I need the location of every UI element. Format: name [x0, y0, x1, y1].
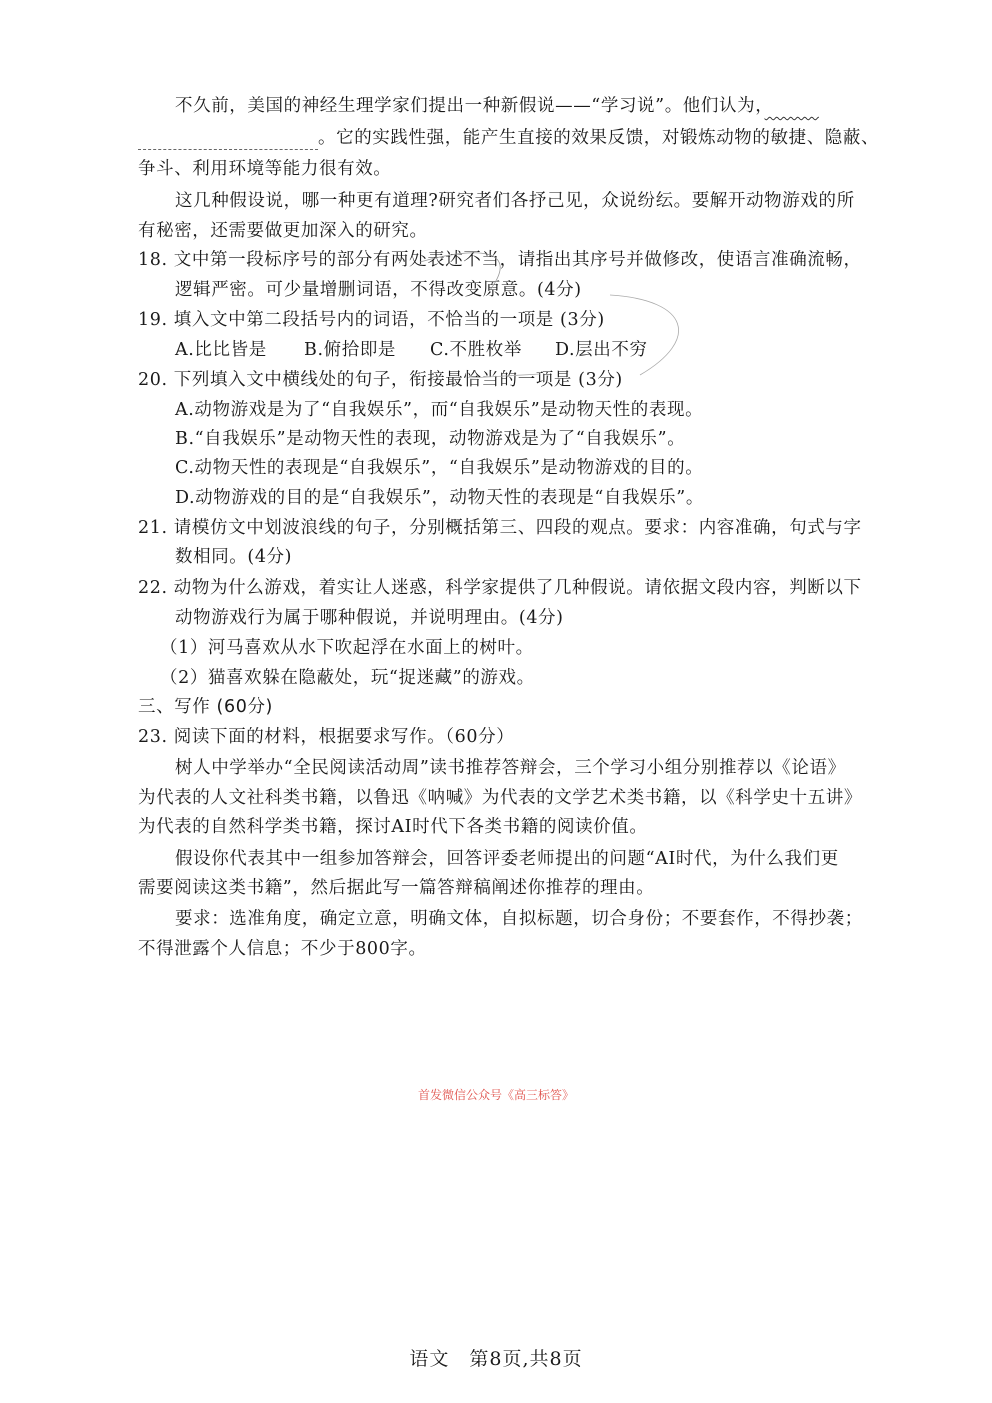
section-title: 三、写作 (60分) — [138, 697, 273, 717]
material-line: 假设你代表其中一组参加答辩会，回答评委老师提出的问题“AI时代，为什么我们更 — [175, 849, 839, 869]
question-21: 21. 请模仿文中划波浪线的句子，分别概括第三、四段的观点。要求：内容准确，句式与字 — [138, 518, 862, 538]
q22-item: （1）河马喜欢从水下吹起浮在水面上的树叶。 — [160, 638, 534, 658]
question-23: 23. 阅读下面的材料，根据要求写作。（60分） — [138, 727, 515, 747]
q22-item: （2）猫喜欢躲在隐蔽处，玩“捉迷藏”的游戏。 — [160, 668, 535, 688]
requirements-line: 不得泄露个人信息；不少于800字。 — [138, 939, 427, 959]
q20-option: D.动物游戏的目的是“自我娱乐”，动物天性的表现是“自我娱乐”。 — [175, 488, 704, 508]
q19-option: C.不胜枚举 — [430, 340, 522, 360]
question-18: 18. 文中第一段标序号的部分有两处表述不当，请指出其序号并做修改，使语言准确流畅， — [138, 250, 862, 270]
question-18-cont: 逻辑严密。可少量增删词语，不得改变原意。(4分) — [175, 280, 582, 300]
page-footer: 语文 第8页,共8页 — [409, 1348, 583, 1370]
q20-option: C.动物天性的表现是“自我娱乐”，“自我娱乐”是动物游戏的目的。 — [175, 458, 704, 478]
q20-option: A.动物游戏是为了“自我娱乐”，而“自我娱乐”是动物天性的表现。 — [175, 400, 704, 420]
question-21-cont: 数相同。(4分) — [175, 547, 293, 567]
material-line: 为代表的人文社科类书籍，以鲁迅《呐喊》为代表的文学艺术类书籍，以《科学史十五讲》 — [138, 788, 862, 808]
question-19: 19. 填入文中第二段括号内的词语，不恰当的一项是 (3分) — [138, 310, 605, 330]
passage-line: 这几种假设说，哪一种更有道理?研究者们各抒己见，众说纷纭。要解开动物游戏的所 — [175, 191, 855, 211]
question-20: 20. 下列填入文中横线处的句子，衔接最恰当的一项是 (3分) — [138, 370, 623, 390]
passage-text: 。它的实践性强，能产生直接的效果反馈，对锻炼动物的敏捷、隐蔽、 — [318, 128, 880, 148]
material-line: 需要阅读这类书籍”，然后据此写一篇答辩稿阐述你推荐的理由。 — [138, 878, 655, 898]
passage-line: 争斗、利用环境等能力很有效。 — [138, 159, 392, 179]
q19-option: D.层出不穷 — [555, 340, 648, 360]
material-line: 为代表的自然科学类书籍，探讨AI时代下各类书籍的阅读价值。 — [138, 817, 648, 837]
q20-option: B.“自我娱乐”是动物天性的表现，动物游戏是为了“自我娱乐”。 — [175, 429, 686, 449]
question-22-cont: 动物游戏行为属于哪种假说，并说明理由。(4分) — [175, 608, 564, 628]
question-22: 22. 动物为什么游戏，着实让人迷惑，科学家提供了几种假说。请依据文段内容，判断以下 — [138, 578, 862, 598]
passage-line: 有秘密，还需要做更加深入的研究。 — [138, 221, 428, 241]
passage-text: 不久前，美国的神经生理学家们提出一种新假说——“学习说”。他们认为， — [175, 96, 765, 116]
q19-option: A.比比皆是 — [175, 340, 267, 360]
requirements-line: 要求：选准角度，确定立意，明确文体，自拟标题，切合身份；不要套作，不得抄袭； — [175, 909, 863, 929]
material-line: 树人中学举办“全民阅读活动周”读书推荐答辩会，三个学习小组分别推荐以《论语》 — [175, 758, 846, 778]
watermark-text: 首发微信公众号《高三标答》 — [417, 1088, 574, 1102]
q19-option: B.俯拾即是 — [304, 340, 397, 360]
